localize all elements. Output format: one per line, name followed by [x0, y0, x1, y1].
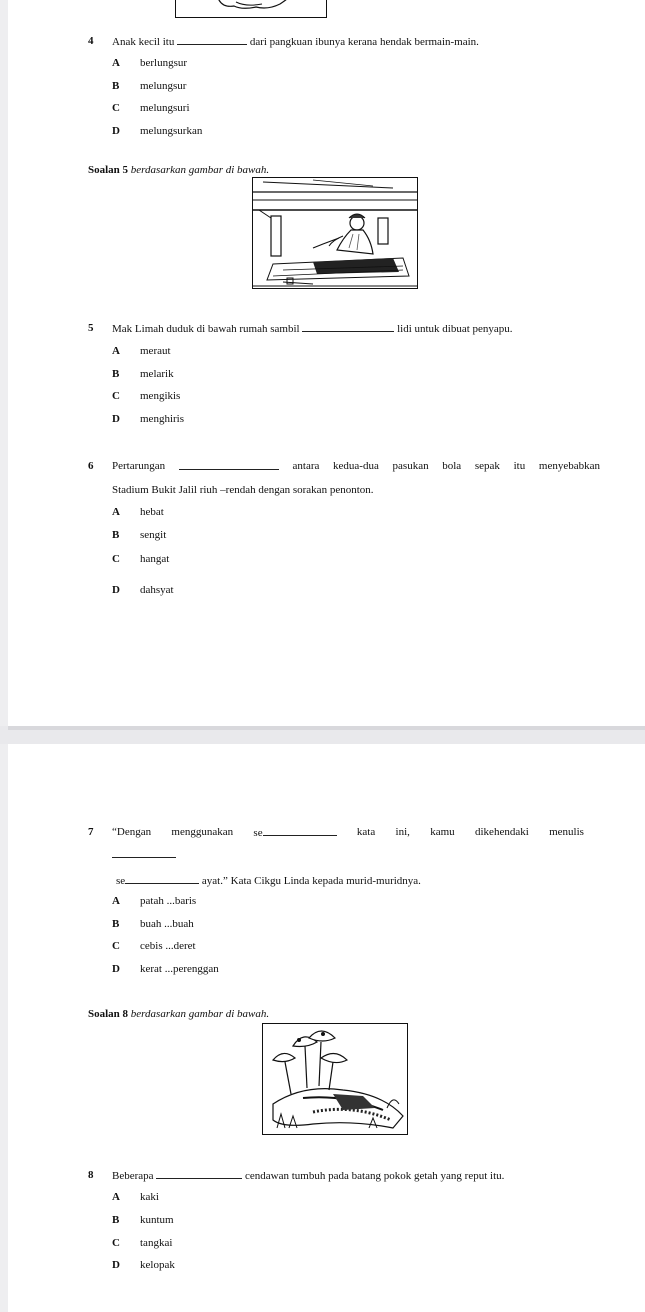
- option-letter: C: [112, 1237, 120, 1249]
- option-text: mengikis: [140, 390, 181, 402]
- stem-word: menulis: [549, 826, 584, 838]
- question-5-stem: [112, 322, 513, 335]
- option-a: [112, 57, 187, 69]
- instruction-label: Soalan 5: [88, 164, 129, 176]
- option-d: [112, 963, 219, 975]
- option-letter: C: [112, 553, 120, 565]
- stem-word: dikehendaki: [475, 826, 529, 838]
- option-letter: B: [112, 529, 120, 541]
- stem-text: Anak kecil itu: [112, 36, 175, 48]
- stem-text: Mak Limah duduk di bawah rumah sambil: [112, 323, 300, 335]
- option-letter: A: [112, 57, 120, 69]
- option-a: [112, 345, 171, 357]
- option-text: cebis ...deret: [140, 940, 196, 952]
- document-page-1: [8, 0, 645, 726]
- option-b: [112, 368, 174, 380]
- option-c: [112, 553, 169, 565]
- stem-word: antara: [292, 460, 320, 472]
- option-letter: D: [112, 584, 120, 596]
- question-number: 6: [88, 460, 94, 472]
- question-6-stem-line1: [112, 460, 600, 472]
- previous-figure-drawing: [176, 0, 326, 17]
- stem-word: kata: [356, 826, 376, 838]
- stem-word: se: [253, 827, 263, 839]
- instruction-text: berdasarkan gambar di bawah.: [130, 164, 270, 176]
- question-8-stem: [112, 1169, 504, 1182]
- previous-question-figure: [175, 0, 327, 18]
- option-a: [112, 1191, 159, 1203]
- answer-blank: [125, 874, 199, 884]
- option-c: [112, 390, 180, 402]
- question-7-number: [88, 826, 94, 838]
- option-text: kerat ...perenggan: [140, 963, 219, 975]
- figure-mushrooms-on-log: [262, 1023, 408, 1135]
- stem-text: lidi untuk dibuat penyapu.: [397, 323, 513, 335]
- section-instruction-8: [88, 1008, 269, 1020]
- stem-text: Stadium Bukit Jalil riuh –rendah dengan sorakan penonton.: [112, 484, 374, 496]
- option-letter: B: [112, 918, 120, 930]
- option-text: sengit: [140, 529, 167, 541]
- answer-blank: [179, 460, 279, 470]
- stem-word: bola: [442, 460, 462, 472]
- option-letter: A: [112, 345, 120, 357]
- option-a: [112, 506, 164, 518]
- option-letter: A: [112, 1191, 120, 1203]
- option-letter: A: [112, 895, 120, 907]
- option-text: patah ...baris: [140, 895, 197, 907]
- option-d: [112, 584, 174, 596]
- option-c: [112, 102, 190, 114]
- option-letter: C: [112, 390, 120, 402]
- option-text: buah ...buah: [140, 918, 194, 930]
- stem-word: “Dengan: [112, 826, 152, 838]
- option-text: melungsuri: [140, 102, 190, 114]
- option-text: hebat: [140, 506, 164, 518]
- answer-blank: [156, 1169, 242, 1179]
- stem-word: itu: [513, 460, 526, 472]
- answer-blank: [302, 322, 394, 332]
- option-c: [112, 940, 196, 952]
- stem-text: ayat.” Kata Cikgu Linda kepada murid-muridnya.: [201, 875, 421, 887]
- option-text: melungsur: [140, 80, 187, 92]
- section-instruction-5: [88, 164, 269, 176]
- stem-text: dari pangkuan ibunya kerana hendak bermain-main.: [249, 36, 479, 48]
- question-4: [88, 35, 94, 47]
- question-number: 5: [88, 322, 94, 334]
- stem-word: pasukan: [392, 460, 429, 472]
- answer-blank: [112, 848, 176, 858]
- option-d: [112, 1259, 175, 1271]
- stem-text: cendawan tumbuh pada batang pokok getah yang reput itu.: [245, 1170, 505, 1182]
- option-text: kelopak: [140, 1259, 175, 1271]
- answer-blank: [177, 35, 247, 45]
- option-b: [112, 918, 194, 930]
- stem-word: menyebabkan: [538, 460, 600, 472]
- option-text: melarik: [140, 368, 174, 380]
- option-text: meraut: [140, 345, 171, 357]
- option-text: dahsyat: [140, 584, 174, 596]
- stem-word: Pertarungan: [112, 460, 166, 472]
- option-letter: B: [112, 1214, 120, 1226]
- option-text: melungsurkan: [140, 125, 203, 137]
- stem-word: kedua-dua: [333, 460, 379, 472]
- option-letter: D: [112, 963, 120, 975]
- option-letter: A: [112, 506, 120, 518]
- question-4-stem: [112, 35, 479, 48]
- option-b: [112, 80, 186, 92]
- woman-weaving-illustration: [253, 178, 417, 288]
- question-7-blank-line: [112, 848, 176, 861]
- option-letter: D: [112, 1259, 120, 1271]
- question-number: 8: [88, 1169, 94, 1181]
- option-a: [112, 895, 196, 907]
- instruction-text: berdasarkan gambar di bawah.: [130, 1008, 270, 1020]
- mushrooms-illustration: [263, 1024, 407, 1134]
- question-6-number: [88, 460, 94, 472]
- stem-word: ini,: [395, 826, 410, 838]
- option-letter: D: [112, 413, 120, 425]
- answer-blank: [263, 826, 337, 836]
- question-number: 4: [88, 35, 94, 47]
- option-letter: B: [112, 80, 120, 92]
- option-text: tangkai: [140, 1237, 173, 1249]
- question-number: 7: [88, 826, 94, 838]
- question-7-stem-line2: [116, 874, 421, 887]
- option-d: [112, 413, 184, 425]
- option-b: [112, 1214, 174, 1226]
- stem-text: se: [116, 875, 126, 887]
- option-text: kuntum: [140, 1214, 174, 1226]
- option-letter: C: [112, 940, 120, 952]
- question-7-stem-line1: [112, 826, 584, 839]
- stem-word: menggunakan: [171, 826, 234, 838]
- option-c: [112, 1237, 172, 1249]
- question-5-number: [88, 322, 94, 334]
- page-shadow: [8, 726, 645, 730]
- option-letter: D: [112, 125, 120, 137]
- question-8-number: [88, 1169, 94, 1181]
- stem-text: Beberapa: [112, 1170, 154, 1182]
- option-b: [112, 529, 166, 541]
- document-page-2: [8, 744, 645, 1312]
- question-6-stem-line2: [112, 484, 374, 496]
- page-separator: [0, 726, 645, 744]
- option-d: [112, 125, 202, 137]
- option-text: kaki: [140, 1191, 159, 1203]
- figure-woman-weaving: [252, 177, 418, 289]
- option-text: berlungsur: [140, 57, 188, 69]
- stem-word: sepak: [474, 460, 500, 472]
- option-letter: C: [112, 102, 120, 114]
- option-text: menghiris: [140, 413, 184, 425]
- option-letter: B: [112, 368, 120, 380]
- instruction-label: Soalan 8: [88, 1008, 129, 1020]
- option-text: hangat: [140, 553, 170, 565]
- viewer-side-margin: [0, 0, 8, 1312]
- stem-word: kamu: [430, 826, 455, 838]
